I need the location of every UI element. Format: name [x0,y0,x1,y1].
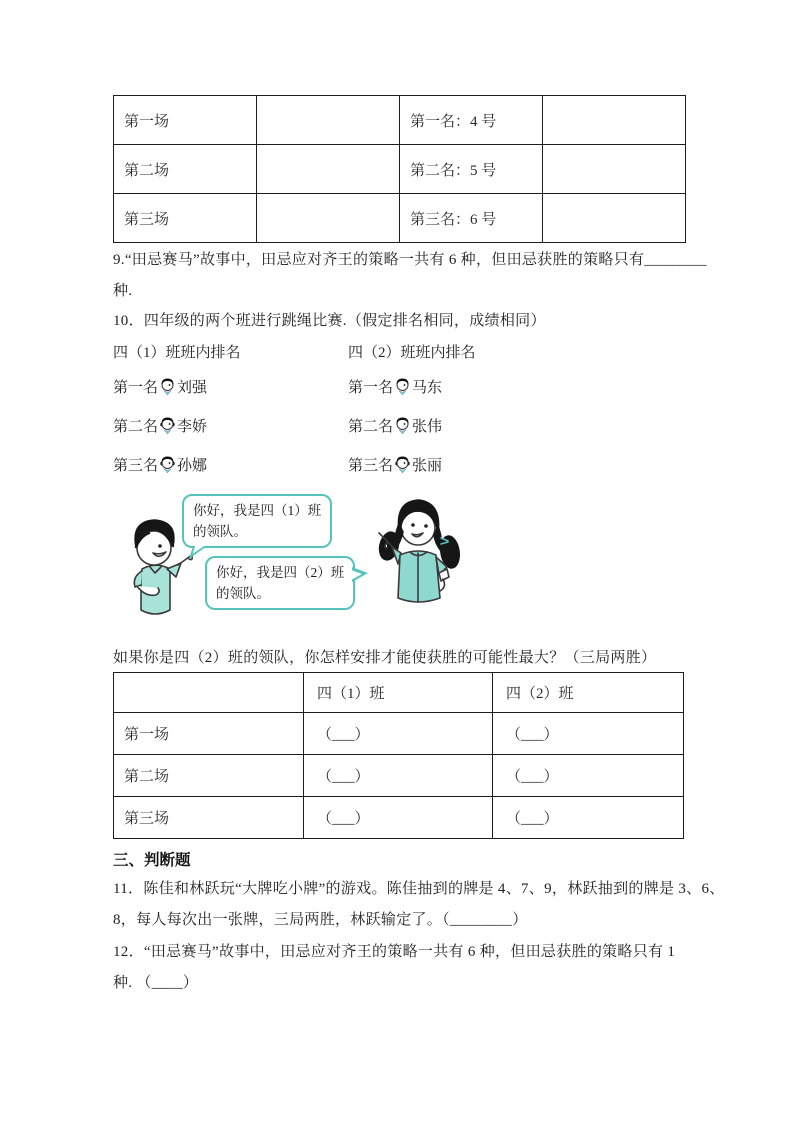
table-row [114,713,684,755]
match-arrangement-table [113,672,684,839]
table-row [114,96,686,145]
class1-rank-header: 四（1）班班内排名 [113,345,241,361]
class1-column-header: 四（1）班 [304,673,493,713]
answer-blank-cell: （___） [304,797,493,839]
blank-cell [543,145,686,194]
answer-blank-cell: （___） [493,755,684,797]
girl-leader-illustration [362,494,472,642]
class1-rank-1 [113,376,207,397]
answer-blank-cell: （___） [304,755,493,797]
student-name: 刘强 [177,380,208,396]
session-cell: 第二场 [114,145,257,194]
result-cell: 第三名：6 号 [400,194,543,243]
speech-text: 的领队。 [216,586,270,601]
session-cell: 第二场 [114,755,304,797]
blank-cell [257,194,400,243]
blank-cell [257,145,400,194]
student-name: 张伟 [412,419,443,435]
class1-rank-3 [113,454,207,475]
class2-rank-2 [348,415,442,436]
student-name: 张丽 [412,458,443,474]
class2-rank-3 [348,454,442,475]
question-10-intro: 10．四年级的两个班进行跳绳比赛.（假定排名相同，成绩相同） [113,313,546,329]
question-9-line1: 9.“田忌赛马”故事中，田忌应对齐王的策略一共有 6 种，但田忌获胜的策略只有________ [113,252,707,268]
session-cell: 第一场 [114,713,304,755]
table-row [114,797,684,839]
table-row [114,755,684,797]
corner-cell [114,673,304,713]
blank-cell [543,96,686,145]
boy-avatar-icon [395,377,410,396]
speech-text: 的领队。 [193,524,247,539]
team-leaders-illustration [110,488,482,642]
rank-label: 第一名 [113,380,159,396]
student-name: 孙娜 [177,458,208,474]
rank-label: 第一名 [348,380,394,396]
result-cell: 第二名：5 号 [400,145,543,194]
class1-leader-speech-bubble [182,494,332,548]
rank-label: 第二名 [113,419,159,435]
table-row [114,194,686,243]
rank-label: 第二名 [348,419,394,435]
session-cell: 第三场 [114,194,257,243]
rank-label: 第三名 [113,458,159,474]
class-rank-headers [113,341,673,362]
session-cell: 第一场 [114,96,257,145]
class2-rank-header: 四（2）班班内排名 [348,345,476,361]
rank-row-2 [113,415,673,437]
blank-cell [257,96,400,145]
class1-rank-2 [113,415,207,436]
session-cell: 第三场 [114,797,304,839]
section-3-title: 三、判断题 [113,852,191,869]
table-header-row [114,673,684,713]
class2-leader-speech-bubble [205,556,355,610]
rank-label: 第三名 [348,458,394,474]
table-row [114,145,686,194]
girl-avatar-icon [395,455,410,474]
speech-text: 你好，我是四（2）班 [216,565,345,580]
question-9-line2: 种. [113,283,133,299]
race-results-table [113,95,686,243]
question-12-line1: 12．“田忌赛马”故事中，田忌应对齐王的策略一共有 6 种，但田忌获胜的策略只有 1 [113,944,676,960]
rank-row-3 [113,454,673,476]
question-12-line2: 种. （____） [113,975,199,991]
answer-blank-cell: （___） [304,713,493,755]
speech-text: 你好，我是四（1）班 [193,503,322,518]
blank-cell [543,194,686,243]
answer-blank-cell: （___） [493,713,684,755]
boy-avatar-icon [160,377,175,396]
class2-rank-1 [348,376,442,397]
student-name: 李娇 [177,419,208,435]
girl-avatar-icon [160,416,175,435]
question-11-line2: 8，每人每次出一张牌，三局两胜，林跃输定了。（________） [113,912,528,928]
question-10-prompt: 如果你是四（2）班的领队，你怎样安排才能使获胜的可能性最大？（三局两胜） [113,650,657,666]
boy-avatar-icon [395,416,410,435]
student-name: 马东 [412,380,443,396]
girl-avatar-icon [160,455,175,474]
result-cell: 第一名：4 号 [400,96,543,145]
answer-blank-cell: （___） [493,797,684,839]
rank-row-1 [113,376,673,398]
class2-column-header: 四（2）班 [493,673,684,713]
question-11-line1: 11．陈佳和林跃玩“大牌吃小牌”的游戏。陈佳抽到的牌是 4、7、9，林跃抽到的牌是 3、6、 [113,881,725,897]
